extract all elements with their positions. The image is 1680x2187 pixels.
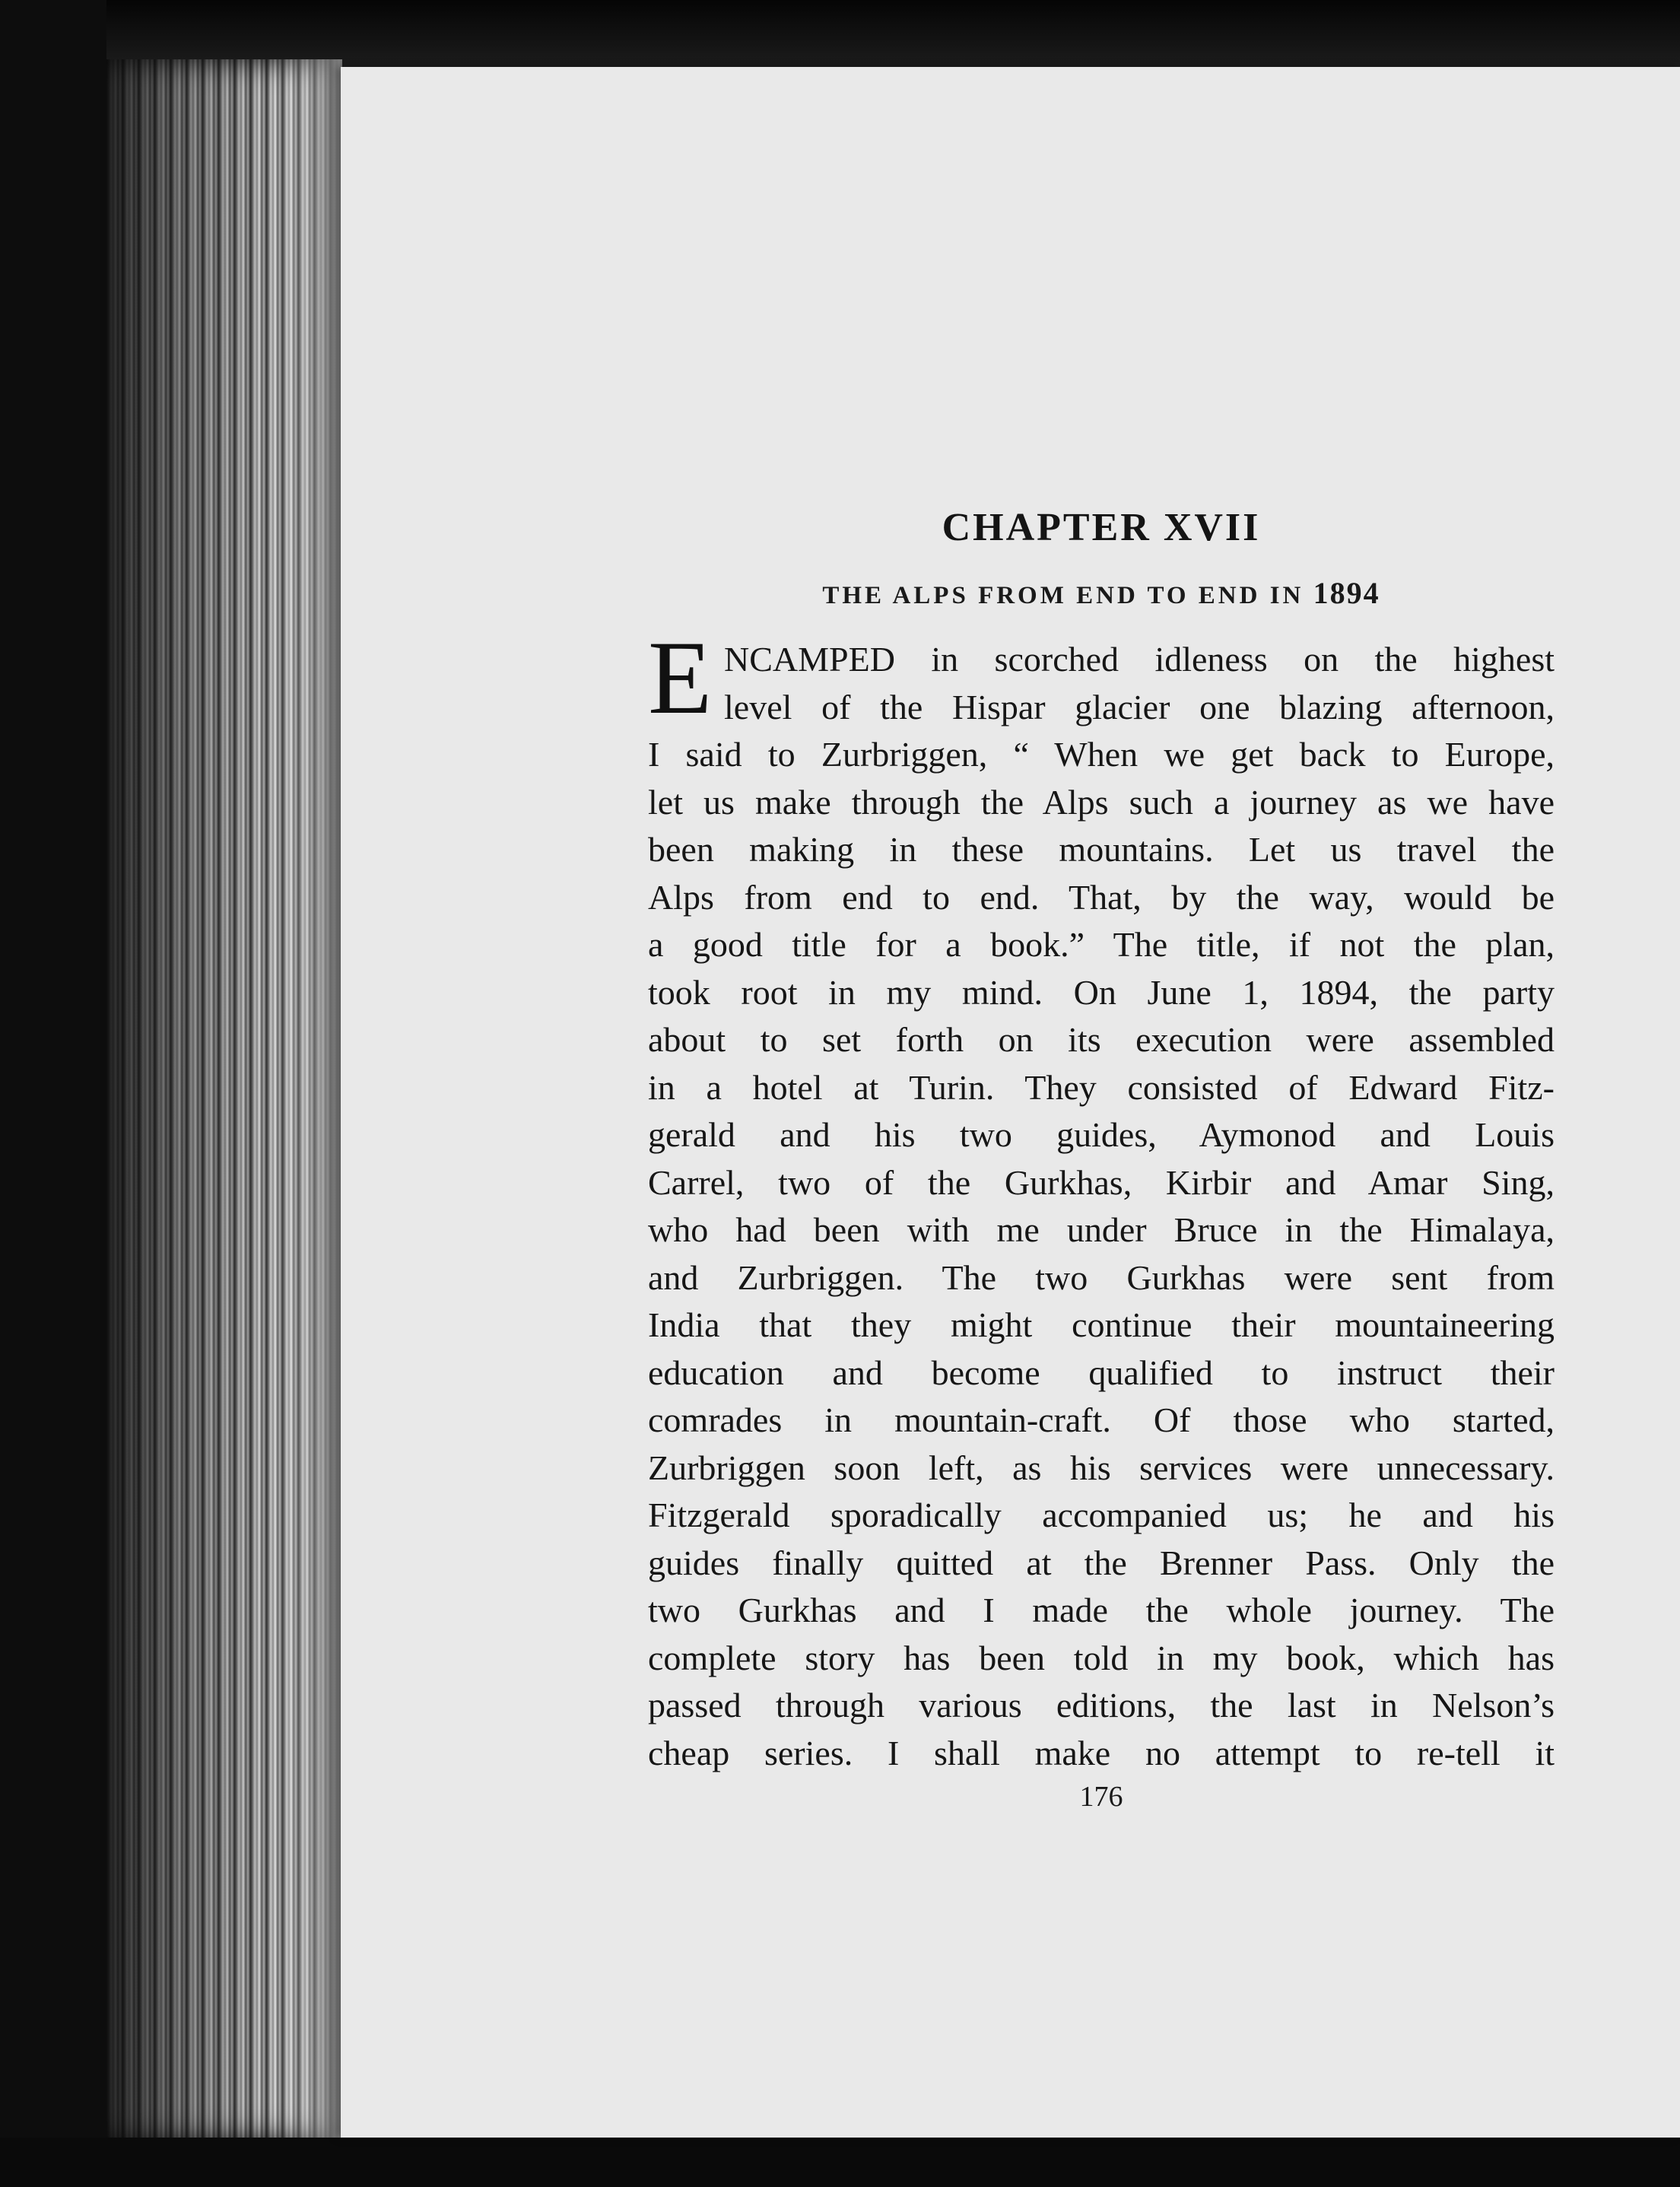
- text-line: cheap series. I shall make no attempt to re-tell it: [648, 1733, 1555, 1772]
- text-line: complete story has been told in my book, which has: [648, 1638, 1555, 1677]
- scan-bottom-border: [0, 2138, 1680, 2187]
- text-line: Carrel, two of the Gurkhas, Kirbir and Amar Sing,: [648, 1162, 1555, 1202]
- text-line: Alps from end to end. That, by the way, would be: [648, 877, 1555, 917]
- chapter-subtitle-text: THE ALPS FROM END TO END IN: [822, 582, 1304, 609]
- text-line: comrades in mountain-craft. Of those who started,: [648, 1400, 1555, 1439]
- text-line: two Gurkhas and I made the whole journey. The: [648, 1591, 1555, 1629]
- page-number: 176: [1079, 1781, 1123, 1813]
- text-line: I said to Zurbriggen, “ When we get back to Europe,: [648, 735, 1555, 774]
- text-line: Fitzgerald sporadically accompanied us; he and his: [648, 1496, 1555, 1534]
- text-line: took root in my mind. On June 1, 1894, the party: [648, 972, 1555, 1012]
- text-line: Zurbriggen soon left, as his services were unnecessary.: [648, 1448, 1555, 1487]
- book-fore-edge-shading: [106, 59, 342, 2140]
- scan-top-border: [106, 0, 1680, 67]
- text-line: India that they might continue their mountaineering: [648, 1305, 1555, 1344]
- chapter-subtitle: [648, 575, 1555, 611]
- text-line: been making in these mountains. Let us travel the: [648, 830, 1555, 869]
- text-line: level of the Hispar glacier one blazing afternoon,: [724, 687, 1555, 726]
- text-line: a good title for a book.” The title, if not the plan,: [648, 925, 1555, 964]
- text-line: let us make through the Alps such a journey as we have: [648, 782, 1555, 822]
- text-line: about to set forth on its execution were assembled: [648, 1020, 1555, 1059]
- text-line: and Zurbriggen. The two Gurkhas were sent from: [648, 1257, 1555, 1297]
- chapter-subtitle-year: 1894: [1313, 576, 1380, 610]
- text-line: in a hotel at Turin. They consisted of Edward Fitz-: [648, 1067, 1555, 1107]
- drop-cap-initial: E: [648, 619, 713, 736]
- text-line: who had been with me under Bruce in the Himalaya,: [648, 1210, 1555, 1249]
- chapter-title: CHAPTER XVII: [942, 506, 1261, 549]
- text-line: passed through various editions, the last in Nelson’s: [648, 1686, 1555, 1724]
- text-line: education and become qualified to instruct their: [648, 1353, 1555, 1392]
- text-line: gerald and his two guides, Aymonod and Louis: [648, 1115, 1555, 1154]
- chapter-body-text: [648, 636, 1555, 1777]
- text-line: guides finally quitted at the Brenner Pass. Only the: [648, 1543, 1555, 1582]
- text-line: NCAMPED in scorched idleness on the highest: [724, 640, 1555, 679]
